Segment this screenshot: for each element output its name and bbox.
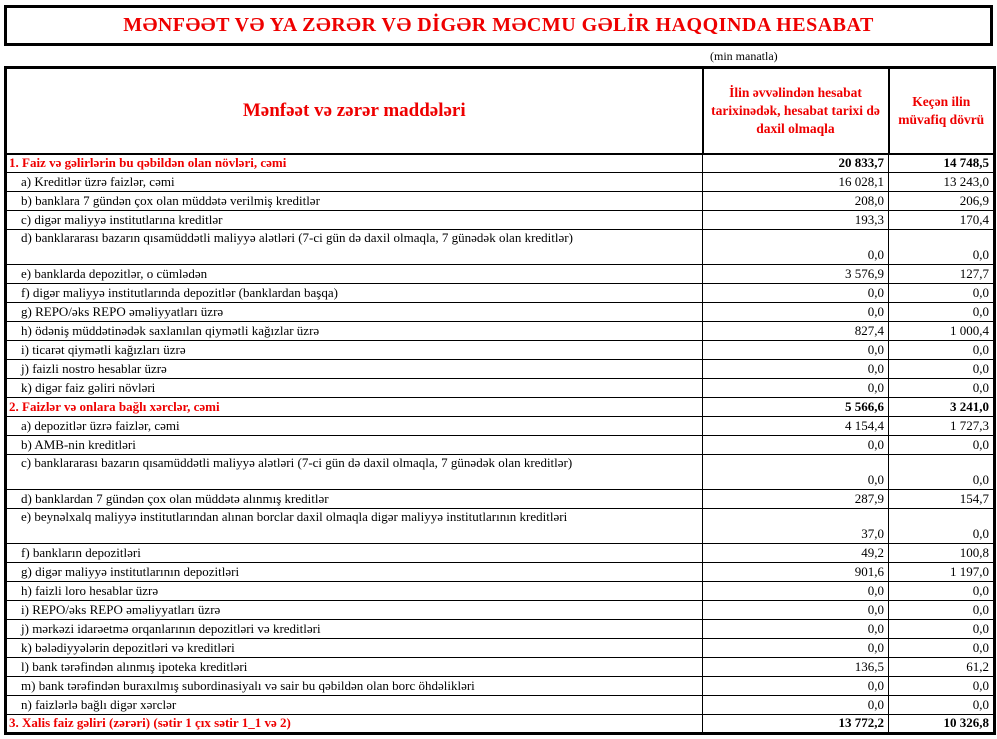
row-value-previous: 1 000,4 [889,322,995,341]
row-value-previous: 0,0 [889,303,995,322]
table-row [6,436,995,455]
row-value-previous: 0,0 [889,379,995,398]
row-value-previous: 206,9 [889,192,995,211]
row-label: a) depozitlər üzrə faizlər, cəmi [6,417,703,436]
row-value-current: 13 772,2 [703,715,889,734]
row-label: f) bankların depozitləri [6,544,703,563]
table-row [6,601,995,620]
table-row [6,230,995,265]
row-value-current: 3 576,9 [703,265,889,284]
row-value-current: 208,0 [703,192,889,211]
row-value-current: 287,9 [703,490,889,509]
row-label: 3. Xalis faiz gəliri (zərəri) (sətir 1 çıx sətir 1_1 və 2) [6,715,703,734]
row-value-previous: 0,0 [889,509,995,544]
table-row [6,417,995,436]
table-row [6,379,995,398]
row-label: g) digər maliyyə institutlarının depozitləri [6,563,703,582]
row-value-previous: 14 748,5 [889,154,995,173]
table-row [6,544,995,563]
row-label: 1. Faiz və gəlirlərin bu qəbildən olan növləri, cəmi [6,154,703,173]
row-value-previous: 13 243,0 [889,173,995,192]
row-value-current: 0,0 [703,455,889,490]
table-row [6,211,995,230]
row-label: j) faizli nostro hesablar üzrə [6,360,703,379]
row-label: k) digər faiz gəliri növləri [6,379,703,398]
row-value-previous: 0,0 [889,284,995,303]
table-row [6,303,995,322]
row-value-previous: 154,7 [889,490,995,509]
table-row [6,322,995,341]
table-row [6,582,995,601]
table-row [6,677,995,696]
table-row [6,639,995,658]
row-value-current: 136,5 [703,658,889,677]
row-value-current: 49,2 [703,544,889,563]
row-value-current: 0,0 [703,360,889,379]
row-label: 2. Faizlər və onlara bağlı xərclər, cəmi [6,398,703,417]
row-label: l) bank tərəfindən alınmış ipoteka kreditləri [6,658,703,677]
row-label: k) bələdiyyələrin depozitləri və kreditləri [6,639,703,658]
row-value-current: 0,0 [703,341,889,360]
table-row [6,620,995,639]
row-value-current: 0,0 [703,303,889,322]
row-value-current: 0,0 [703,379,889,398]
row-value-current: 901,6 [703,563,889,582]
row-value-current: 0,0 [703,696,889,715]
table-header-row [6,68,995,154]
row-value-current: 0,0 [703,601,889,620]
table-row [6,490,995,509]
row-label: e) beynəlxalq maliyyə institutlarından alınan borclar daxil olmaqla digər maliyyə institutlarının kreditləri [6,509,703,544]
row-value-current: 20 833,7 [703,154,889,173]
table-row [6,341,995,360]
row-value-previous: 0,0 [889,455,995,490]
report-title: MƏNFƏƏT VƏ YA ZƏRƏR VƏ DİGƏR MƏCMU GƏLİR HAQQINDA HESABAT [123,14,874,36]
row-value-current: 0,0 [703,620,889,639]
row-label: n) faizlərlə bağlı digər xərclər [6,696,703,715]
row-value-current: 0,0 [703,284,889,303]
row-value-current: 0,0 [703,639,889,658]
row-value-current: 0,0 [703,436,889,455]
row-label: d) banklardan 7 gündən çox olan müddətə alınmış kreditlər [6,490,703,509]
row-label: c) digər maliyyə institutlarına kreditlər [6,211,703,230]
row-value-previous: 127,7 [889,265,995,284]
column-header-previous-period: Keçən ilin müvafiq dövrü [889,68,995,154]
row-label: b) banklara 7 gündən çox olan müddətə verilmiş kreditlər [6,192,703,211]
row-value-previous: 0,0 [889,639,995,658]
row-label: h) faizli loro hesablar üzrə [6,582,703,601]
row-value-previous: 170,4 [889,211,995,230]
row-value-previous: 0,0 [889,696,995,715]
table-row [6,398,995,417]
table-row [6,563,995,582]
table-row [6,715,995,734]
unit-note: (min manatla) [710,49,778,63]
row-value-previous: 0,0 [889,677,995,696]
table-row [6,154,995,173]
row-label: h) ödəniş müddətinədək saxlanılan qiymətli kağızlar üzrə [6,322,703,341]
row-label: g) REPO/əks REPO əməliyyatları üzrə [6,303,703,322]
row-label: e) banklarda depozitlər, o cümlədən [6,265,703,284]
row-value-previous: 100,8 [889,544,995,563]
row-value-previous: 3 241,0 [889,398,995,417]
table-body [6,154,995,734]
row-value-current: 0,0 [703,582,889,601]
row-value-current: 827,4 [703,322,889,341]
report-table [4,66,996,735]
row-label: b) AMB-nin kreditləri [6,436,703,455]
row-value-previous: 61,2 [889,658,995,677]
row-label: i) REPO/əks REPO əməliyyatları üzrə [6,601,703,620]
row-value-current: 4 154,4 [703,417,889,436]
row-label: f) digər maliyyə institutlarında depozitlər (banklardan başqa) [6,284,703,303]
row-label: j) mərkəzi idarəetmə orqanlarının depozitləri və kreditləri [6,620,703,639]
row-value-previous: 10 326,8 [889,715,995,734]
report-title-box [4,5,993,46]
column-header-items: Mənfəət və zərər maddələri [6,68,703,154]
table-row [6,658,995,677]
row-value-previous: 1 727,3 [889,417,995,436]
row-value-current: 0,0 [703,677,889,696]
table-row [6,265,995,284]
table-row [6,455,995,490]
row-value-previous: 0,0 [889,582,995,601]
row-value-current: 0,0 [703,230,889,265]
table-row [6,192,995,211]
row-label: d) banklararası bazarın qısamüddətli maliyyə alətləri (7-ci gün də daxil olmaqla, 7 günədək olan kreditlər) [6,230,703,265]
row-label: i) ticarət qiymətli kağızları üzrə [6,341,703,360]
row-value-previous: 1 197,0 [889,563,995,582]
table-row [6,360,995,379]
row-value-previous: 0,0 [889,620,995,639]
row-value-current: 193,3 [703,211,889,230]
table-row [6,509,995,544]
table-row [6,696,995,715]
column-header-current-period: İlin əvvəlindən hesabat tarixinədək, hesabat tarixi də daxil olmaqla [703,68,889,154]
row-value-current: 16 028,1 [703,173,889,192]
row-value-previous: 0,0 [889,360,995,379]
table-row [6,173,995,192]
row-value-previous: 0,0 [889,601,995,620]
row-value-previous: 0,0 [889,230,995,265]
row-label: m) bank tərəfindən buraxılmış subordinasiyalı və sair bu qəbildən olan borc öhdəlikləri [6,677,703,696]
row-value-previous: 0,0 [889,341,995,360]
row-label: c) banklararası bazarın qısamüddətli maliyyə alətləri (7-ci gün də daxil olmaqla, 7 günədək olan kreditlər) [6,455,703,490]
row-value-current: 5 566,6 [703,398,889,417]
table-row [6,284,995,303]
row-value-previous: 0,0 [889,436,995,455]
row-value-current: 37,0 [703,509,889,544]
row-label: a) Kreditlər üzrə faizlər, cəmi [6,173,703,192]
